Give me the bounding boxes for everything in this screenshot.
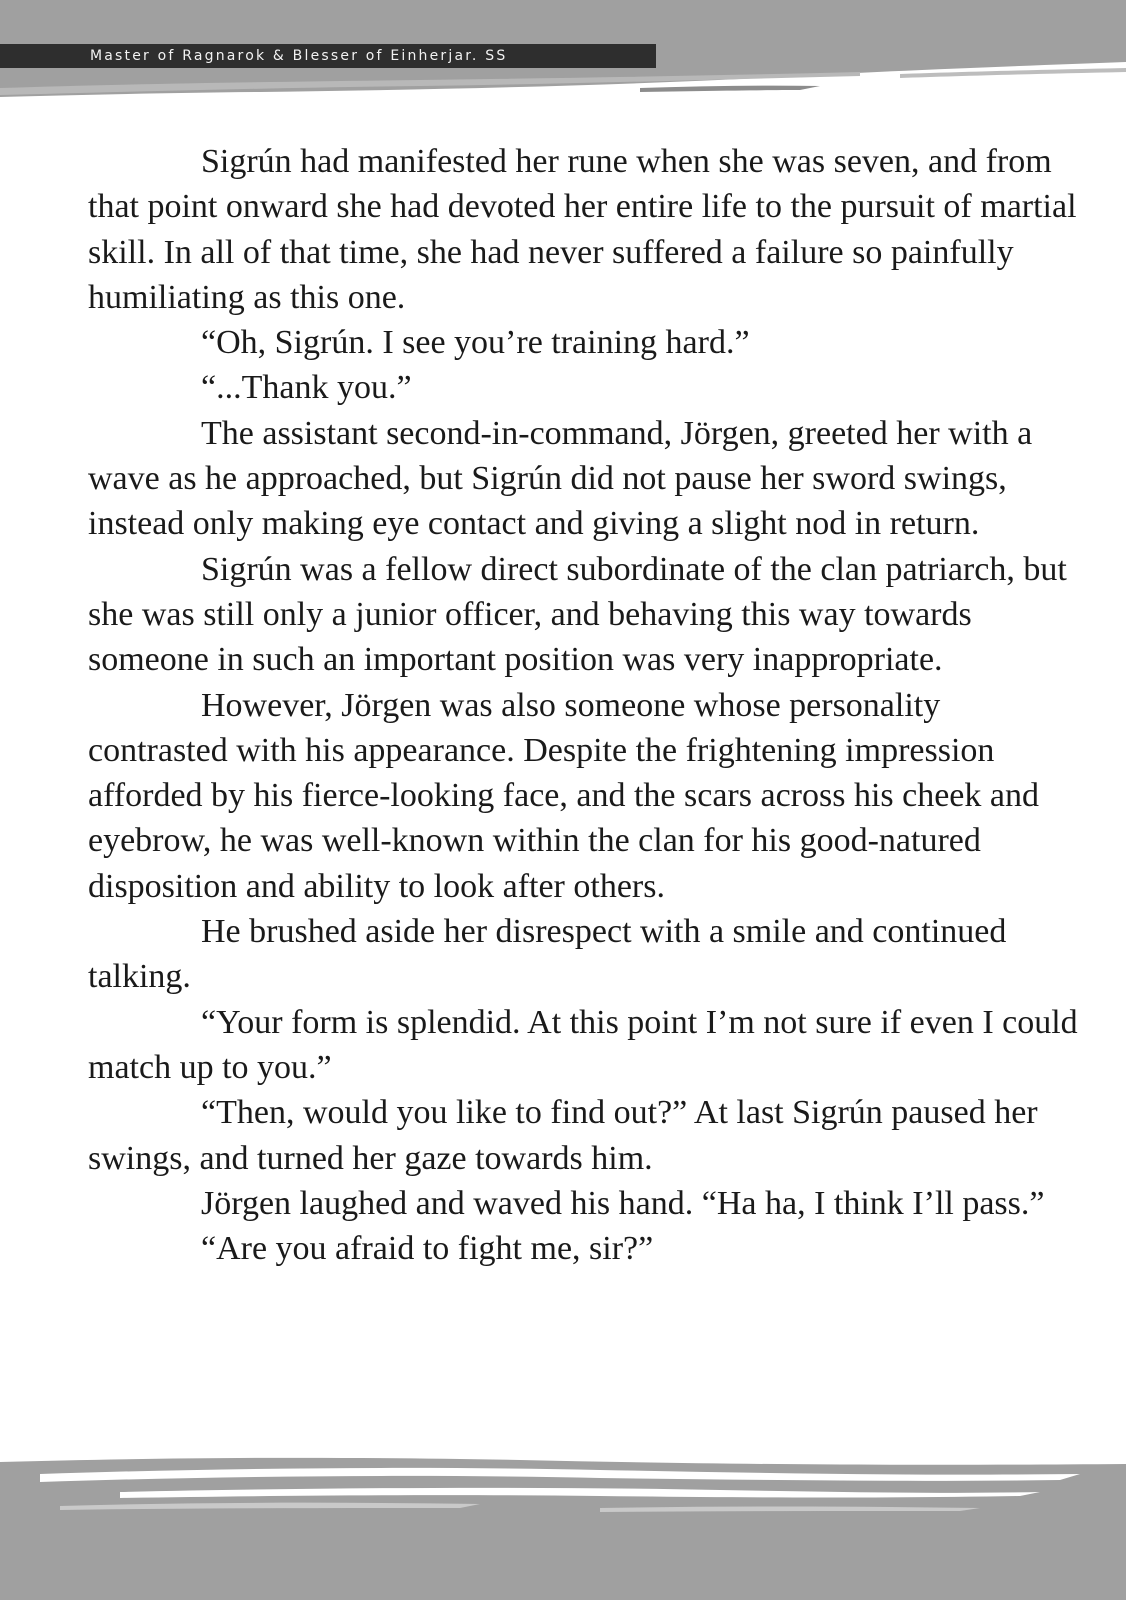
paragraph: Jörgen laughed and waved his hand. “Ha ha, I think I’ll pass.” bbox=[201, 1184, 1045, 1222]
paragraph: Sigrún was a fellow direct subordinate of the clan patriarch, but she was still only a junior officer, and behaving this way towards someone in such an important position was very inappropriate. bbox=[88, 550, 1067, 679]
paragraph: “...Thank you.” bbox=[201, 369, 412, 407]
bottom-brush-band bbox=[0, 1440, 1126, 1600]
paragraph: “Then, would you like to find out?” At last Sigrún paused her swings, and turned her gaze towards him. bbox=[88, 1094, 1038, 1177]
running-header: Master of Ragnarok & Blesser of Einherjar. SS bbox=[90, 48, 508, 64]
paragraph: He brushed aside her disrespect with a smile and continued talking. bbox=[88, 913, 1007, 996]
paragraph: “Your form is splendid. At this point I’m not sure if even I could match up to you.” bbox=[88, 1003, 1078, 1086]
paragraph: However, Jörgen was also someone whose personality contrasted with his appearance. Despite the frightening impression afforded by his fierce-looking face, and the scars across his cheek and eyebrow, he was well-known within the clan for his good-natured disposition and ability to look after others. bbox=[88, 686, 1039, 905]
paragraph: “Are you afraid to fight me, sir?” bbox=[201, 1230, 654, 1268]
paragraph: “Oh, Sigrún. I see you’re training hard.” bbox=[201, 324, 750, 362]
paragraph: The assistant second-in-command, Jörgen, greeted her with a wave as he approached, but Sigrún did not pause her sword swings, instead only making eye contact and giving a slight nod in return. bbox=[88, 414, 1033, 543]
body-text bbox=[88, 139, 1078, 1271]
paragraph: Sigrún had manifested her rune when she was seven, and from that point onward she had devoted her entire life to the pursuit of martial skill. In all of that time, she had never suffered a failure so painfully humiliating as this one. bbox=[88, 143, 1077, 316]
